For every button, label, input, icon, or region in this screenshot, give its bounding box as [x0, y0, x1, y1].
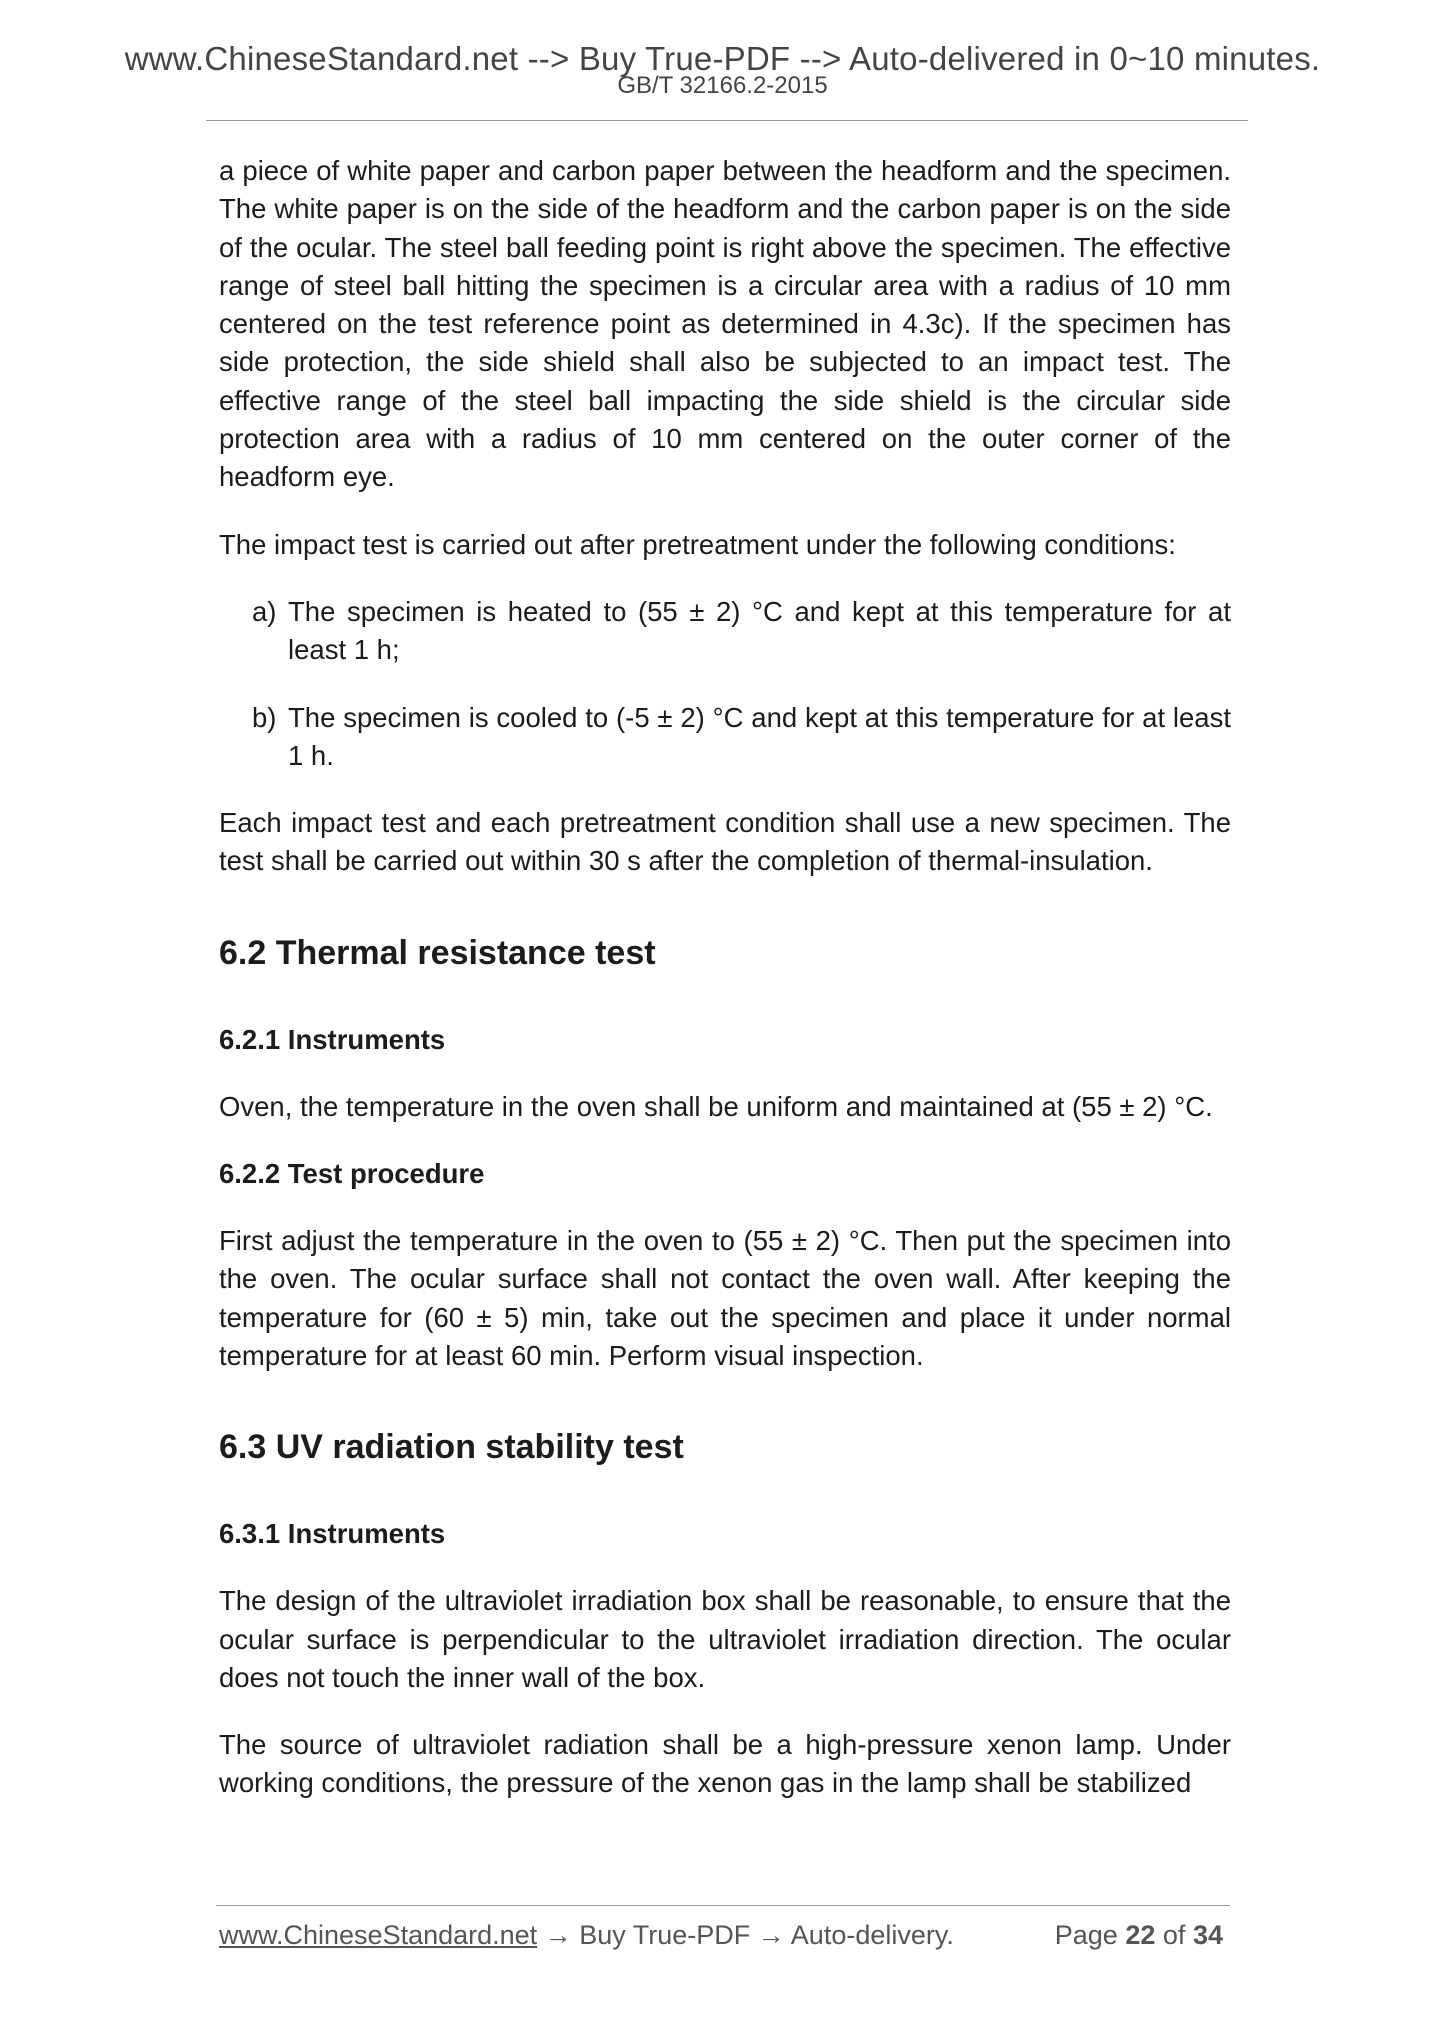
section-heading: 6.3 UV radiation stability test — [219, 1428, 684, 1467]
list-marker: b) — [252, 701, 277, 733]
footer-buy-link[interactable]: Buy True-PDF — [579, 1920, 751, 1950]
main-content — [219, 152, 1231, 1803]
footer-site-link[interactable]: www.ChineseStandard.net — [219, 1920, 538, 1950]
paragraph: Oven, the temperature in the oven shall be uniform and maintained at (55 ± 2) °C. — [219, 1090, 1213, 1122]
subsection-heading: 6.3.1 Instruments — [219, 1518, 446, 1550]
header-divider — [206, 120, 1248, 121]
page-indicator — [1055, 1920, 1223, 1951]
list-marker: a) — [252, 595, 277, 627]
list-item — [219, 593, 1231, 670]
subsection-heading: 6.2.2 Test procedure — [219, 1158, 485, 1190]
paragraph: The source of ultraviolet radiation shall be a high-pressure xenon lamp. Under working conditions, the pressure of the xenon gas in the lamp shall be stabilized — [219, 1729, 1231, 1799]
section-heading: 6.2 Thermal resistance test — [219, 933, 656, 972]
standard-code: GB/T 32166.2-2015 — [617, 72, 828, 99]
list-text: The specimen is heated to (55 ± 2) °C and kept at this temperature for at least 1 h; — [288, 595, 1231, 666]
paragraph: Each impact test and each pretreatment condition shall use a new specimen. The test shall be carried out within 30 s after the completion of thermal-insulation. — [219, 807, 1231, 877]
paragraph: The impact test is carried out after pretreatment under the following conditions: — [219, 528, 1176, 560]
footer-divider — [216, 1905, 1230, 1906]
footer-delivery-text: Auto-delivery. — [790, 1920, 954, 1950]
list-text: The specimen is cooled to (-5 ± 2) °C and kept at this temperature for at least 1 h. — [288, 701, 1231, 771]
footer — [219, 1920, 1231, 1951]
paragraph: First adjust the temperature in the oven to (55 ± 2) °C. Then put the specimen into the oven. The ocular surface shall not contact the oven wall. After keeping the temperature for (60 ± 5) min, take out the specimen and place it under normal temperature for at least 60 min. Perform visual inspection. — [219, 1225, 1231, 1371]
page-current: 22 — [1125, 1920, 1156, 1950]
header-banner[interactable]: www.ChineseStandard.net --> Buy True-PDF --> Auto-delivered in 0~10 minutes. — [124, 40, 1321, 77]
arrow-icon: → — [544, 1920, 572, 1950]
paragraph: The design of the ultraviolet irradiation box shall be reasonable, to ensure that the ocular surface is perpendicular to the ultraviolet irradiation direction. The ocular does not touch the inner wall of the box. — [219, 1585, 1231, 1693]
page-label: Page — [1054, 1920, 1118, 1950]
subsection-heading: 6.2.1 Instruments — [219, 1023, 446, 1055]
page-total: 34 — [1192, 1920, 1223, 1950]
paragraph: a piece of white paper and carbon paper between the headform and the specimen. The white paper is on the side of the headform and the carbon paper is on the side of the ocular. The steel ball feeding point is right above the specimen. The effective range of steel ball hitting the specimen is a circular area with a radius of 10 mm centered on the test reference point as determined in 4.3c). If the specimen has side protection, the side shield shall also be subjected to an impact test. The effective range of the steel ball impacting the side shield is the circular side protection area with a radius of 10 mm centered on the outer corner of the headform eye. — [219, 155, 1231, 493]
list-item — [219, 699, 1231, 776]
arrow-icon: → — [757, 1920, 785, 1950]
of-label: of — [1162, 1920, 1186, 1950]
